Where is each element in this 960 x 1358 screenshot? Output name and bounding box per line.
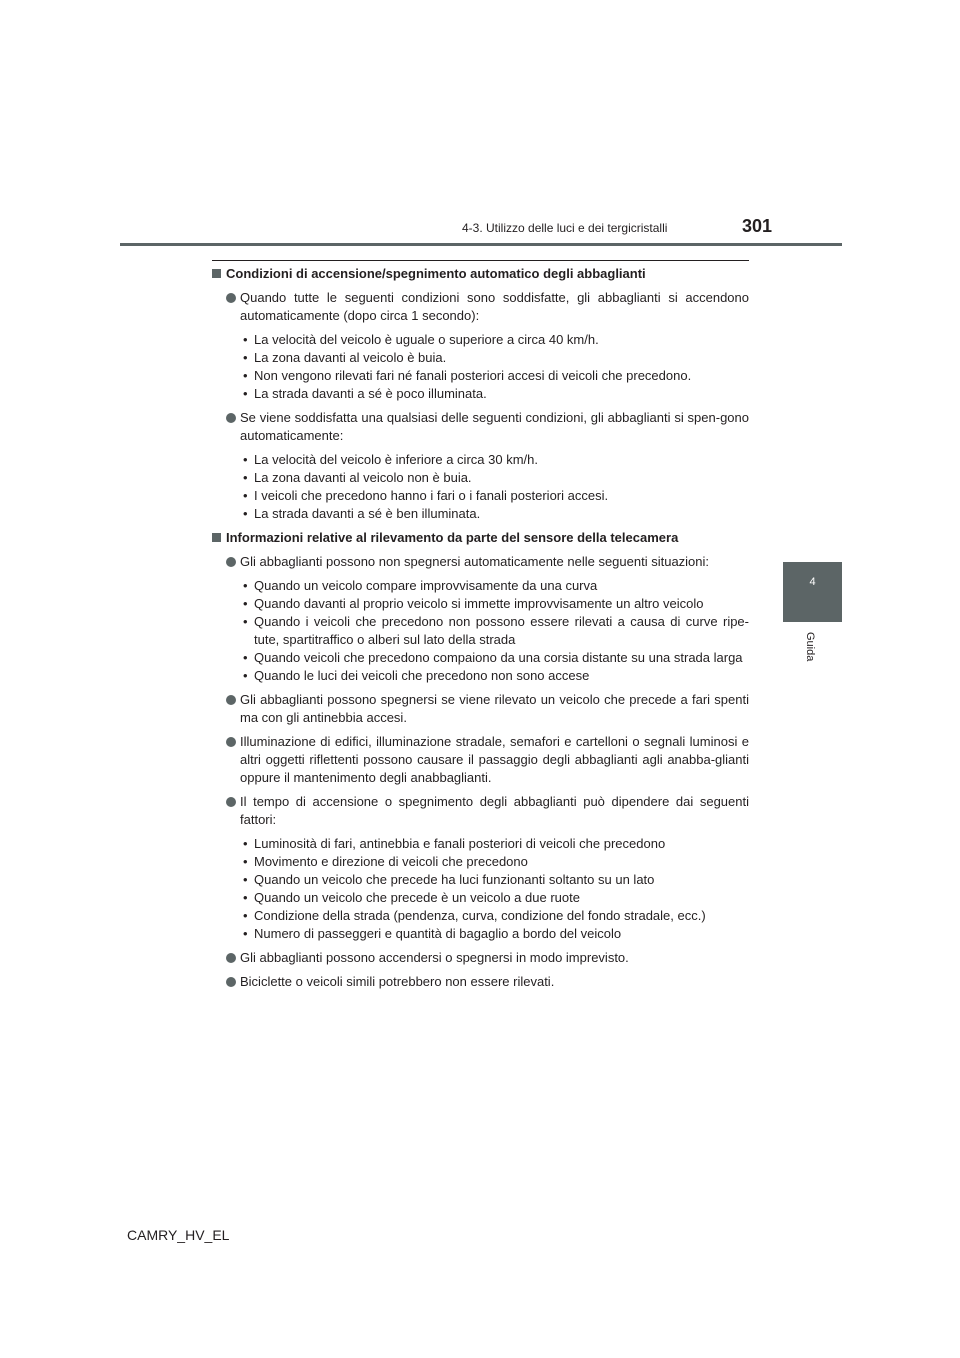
chapter-tab	[783, 562, 842, 622]
item-text: Illuminazione di edifici, illuminazione stradale, semafori e cartelloni o segnali luminosi e altri oggetti riflettenti possono causare il passaggio degli abbaglianti agli anabba-glianti oppure il mantenimento degli anabbaglianti.	[240, 734, 749, 785]
dot-bullet-icon: •	[243, 488, 248, 503]
list-item	[240, 451, 749, 469]
list-item-text: La zona davanti al veicolo è buia.	[254, 350, 447, 365]
dot-bullet-icon: •	[243, 890, 248, 905]
dot-bullet-icon: •	[243, 668, 248, 683]
list-item	[240, 667, 749, 685]
circle-bullet-item	[212, 733, 749, 787]
list-item	[240, 367, 749, 385]
chapter-label: Guida	[804, 632, 816, 662]
list-item	[240, 349, 749, 367]
document-code: CAMRY_HV_EL	[127, 1227, 230, 1243]
list-item-text: Luminosità di fari, antinebbia e fanali posteriori di veicoli che precedono	[254, 836, 666, 851]
content-body	[212, 265, 749, 997]
list-item	[240, 505, 749, 523]
circle-bullet-item	[212, 793, 749, 829]
item-text: Gli abbaglianti possono spegnersi se viene rilevato un veicolo che precede a fari spenti ma con gli antinebbia accesi.	[240, 692, 749, 725]
section-heading	[212, 529, 749, 547]
list-item-text: Quando i veicoli che precedono non possono essere rilevati a causa di curve ripe-tute, spartitraffico o alberi sul lato della strada	[254, 614, 749, 647]
circle-bullet-item	[212, 289, 749, 325]
list-item-text: Quando un veicolo che precede è un veicolo a due ruote	[254, 890, 580, 905]
list-item-text: La zona davanti al veicolo non è buia.	[254, 470, 472, 485]
item-text: Biciclette o veicoli simili potrebbero non essere rilevati.	[240, 974, 555, 989]
dot-bullet-icon: •	[243, 470, 248, 485]
list-item	[240, 907, 749, 925]
dot-bullet-icon: •	[243, 854, 248, 869]
dot-bullet-icon: •	[243, 614, 248, 629]
item-text: Se viene soddisfatta una qualsiasi delle seguenti condizioni, gli abbaglianti si spen-gono automaticamente:	[240, 410, 749, 443]
item-text: Il tempo di accensione o spegnimento degli abbaglianti può dipendere dai seguenti fattori:	[240, 794, 749, 827]
list-item	[240, 595, 749, 613]
item-text: Gli abbaglianti possono accendersi o spegnersi in modo imprevisto.	[240, 950, 629, 965]
list-item	[240, 331, 749, 349]
dot-bullet-icon: •	[243, 332, 248, 347]
dot-bullet-icon: •	[243, 578, 248, 593]
item-text: Gli abbaglianti possono non spegnersi automaticamente nelle seguenti situazioni:	[240, 554, 710, 569]
dot-bullet-icon: •	[243, 596, 248, 611]
circle-bullet-icon	[226, 737, 236, 747]
list-item-text: La strada davanti a sé è poco illuminata.	[254, 386, 487, 401]
dot-bullet-icon: •	[243, 908, 248, 923]
sub-bullet-list	[212, 331, 749, 403]
circle-bullet-item	[212, 553, 749, 571]
dot-bullet-icon: •	[243, 650, 248, 665]
square-bullet-icon	[212, 269, 221, 278]
list-item	[240, 385, 749, 403]
list-item-text: Non vengono rilevati fari né fanali posteriori accesi di veicoli che precedono.	[254, 368, 692, 383]
dot-bullet-icon: •	[243, 350, 248, 365]
item-text: Quando tutte le seguenti condizioni sono soddisfatte, gli abbaglianti si accendono automaticamente (dopo circa 1 secondo):	[240, 290, 749, 323]
list-item-text: La strada davanti a sé è ben illuminata.	[254, 506, 481, 521]
dot-bullet-icon: •	[243, 506, 248, 521]
list-item-text: Condizione della strada (pendenza, curva, condizione del fondo stradale, ecc.)	[254, 908, 706, 923]
sub-bullet-list	[212, 451, 749, 523]
content-top-rule	[212, 260, 749, 261]
list-item-text: Quando un veicolo compare improvvisamente da una curva	[254, 578, 598, 593]
list-item	[240, 469, 749, 487]
circle-bullet-icon	[226, 413, 236, 423]
list-item-text: Quando un veicolo che precede ha luci funzionanti soltanto su un lato	[254, 872, 655, 887]
page-number: 301	[742, 216, 773, 236]
list-item	[240, 613, 749, 649]
dot-bullet-icon: •	[243, 386, 248, 401]
list-item-text: La velocità del veicolo è uguale o superiore a circa 40 km/h.	[254, 332, 599, 347]
dot-bullet-icon: •	[243, 452, 248, 467]
list-item	[240, 577, 749, 595]
list-item-text: Quando le luci dei veicoli che precedono non sono accese	[254, 668, 590, 683]
list-item-text: Quando veicoli che precedono compaiono da una corsia distante su una strada larga	[254, 650, 743, 665]
circle-bullet-icon	[226, 557, 236, 567]
dot-bullet-icon: •	[243, 926, 248, 941]
list-item	[240, 487, 749, 505]
list-item-text: La velocità del veicolo è inferiore a circa 30 km/h.	[254, 452, 538, 467]
list-item-text: I veicoli che precedono hanno i fari o i fanali posteriori accesi.	[254, 488, 609, 503]
list-item	[240, 835, 749, 853]
section-heading-text: Informazioni relative al rilevamento da parte del sensore della telecamera	[226, 530, 679, 545]
circle-bullet-icon	[226, 695, 236, 705]
list-item-text: Movimento e direzione di veicoli che precedono	[254, 854, 528, 869]
circle-bullet-icon	[226, 797, 236, 807]
list-item	[240, 853, 749, 871]
square-bullet-icon	[212, 533, 221, 542]
circle-bullet-item	[212, 949, 749, 967]
circle-bullet-item	[212, 409, 749, 445]
list-item	[240, 649, 749, 667]
section-heading	[212, 265, 749, 283]
circle-bullet-icon	[226, 953, 236, 963]
circle-bullet-item	[212, 973, 749, 991]
dot-bullet-icon: •	[243, 872, 248, 887]
circle-bullet-icon	[226, 293, 236, 303]
chapter-number: 4	[809, 576, 816, 588]
list-item	[240, 871, 749, 889]
circle-bullet-item	[212, 691, 749, 727]
list-item	[240, 889, 749, 907]
section-title: 4-3. Utilizzo delle luci e dei tergicristalli	[462, 221, 668, 235]
header-rule	[120, 243, 842, 246]
section-heading-text: Condizioni di accensione/spegnimento automatico degli abbaglianti	[226, 266, 646, 281]
list-item-text: Numero di passeggeri e quantità di bagaglio a bordo del veicolo	[254, 926, 622, 941]
list-item	[240, 925, 749, 943]
sub-bullet-list	[212, 577, 749, 685]
dot-bullet-icon: •	[243, 836, 248, 851]
sub-bullet-list	[212, 835, 749, 943]
circle-bullet-icon	[226, 977, 236, 987]
list-item-text: Quando davanti al proprio veicolo si immette improvvisamente un altro veicolo	[254, 596, 704, 611]
dot-bullet-icon: •	[243, 368, 248, 383]
